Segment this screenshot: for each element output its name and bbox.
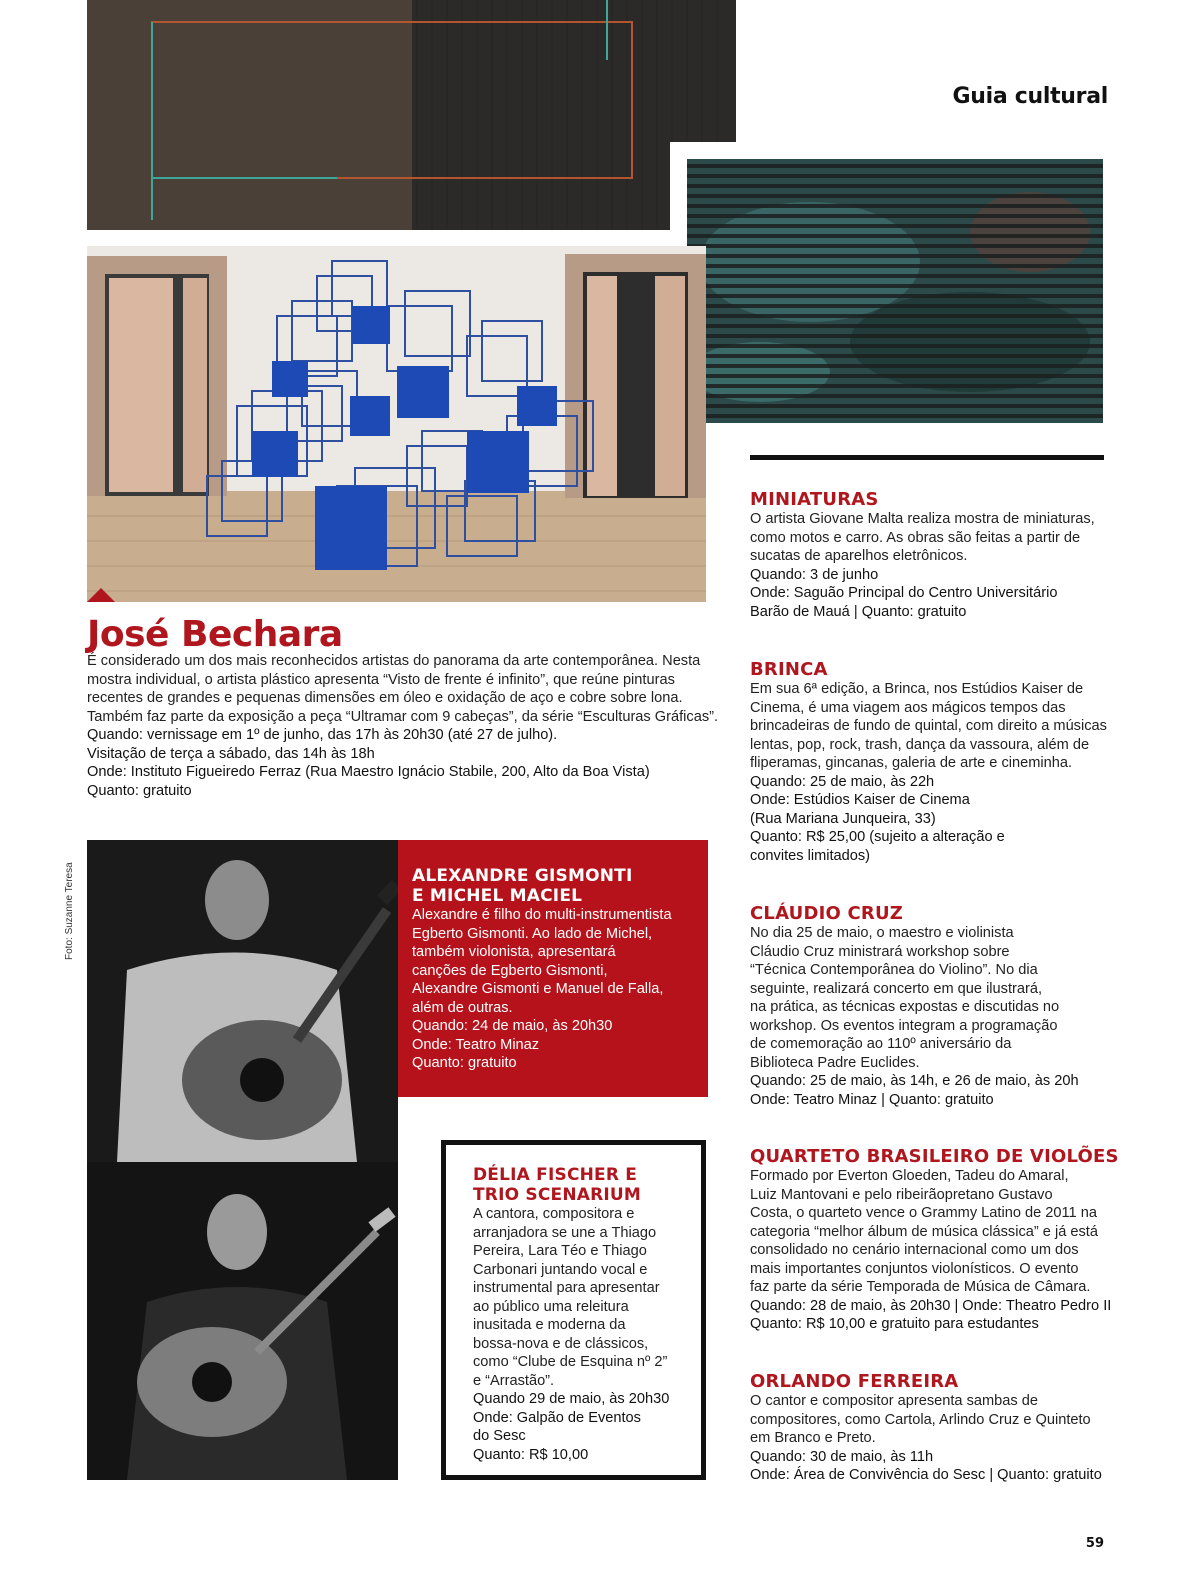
delia-line: e “Arrastão”. [473,1372,555,1389]
gismonti-line: além de outras. [412,999,513,1016]
gismonti-price: Quanto: gratuito [412,1055,517,1071]
brinca-body [750,680,1110,865]
brinca-line: Cinema, é uma viagem aos mágicos tempos das [750,699,1066,716]
quarteto-line: Formado por Everton Gloeden, Tadeu do Amaral, [750,1168,1069,1184]
miniaturas-body [750,510,1110,621]
orlando-info: Quando: 30 de maio, às 11h [750,1448,934,1465]
orlando-line: O cantor e compositor apresenta sambas de [750,1393,1038,1409]
gismonti-line: também violonista, apresentará [412,944,616,960]
photo-credit [64,840,82,960]
orlando-heading: ORLANDO FERREIRA [750,1371,959,1392]
delia-line: arranjadora se une a Thiago [473,1224,657,1241]
quarteto-line: consolidado no cenário internacional como um dos [750,1242,1079,1258]
photo-credit-text: Foto: Suzanne Teresa [64,862,75,960]
brinca-info: Onde: Estúdios Kaiser de Cinema [750,792,970,808]
orlando-body [750,1392,1110,1485]
bechara-line: mostra individual, o artista plástico apresenta “Visto de frente é infinito”, que reúne pinturas [87,671,675,688]
gismonti-line: Alexandre é filho do multi-instrumentista [412,907,672,923]
delia-outline-box [441,1140,706,1480]
delia-body [473,1205,703,1464]
page-number: 59 [1085,1536,1104,1551]
quarteto-info: Quanto: R$ 10,00 e gratuito para estudantes [750,1316,1039,1332]
delia-line: Carbonari juntando vocal e [473,1261,648,1278]
miniaturas-where: Barão de Mauá | Quanto: gratuito [750,603,967,620]
brinca-line: fliperamas, gincanas, galeria de arte e cineminha. [750,755,1073,771]
orlando-info: Onde: Área de Convivência do Sesc | Quanto: gratuito [750,1467,1102,1483]
gismonti-body [412,906,704,1073]
claudio-line: Biblioteca Padre Euclides. [750,1054,920,1071]
claudio-line: na prática, as técnicas expostas e discutidas no [750,999,1060,1015]
delia-line: como “Clube de Esquina nº 2” [473,1354,668,1370]
bechara-body [87,652,717,800]
brinca-line: brincadeiras de fundo de quintal, com direito a músicas [750,718,1107,734]
bechara-line: É considerado um dos mais reconhecidos artistas do panorama da arte contemporânea. Nesta [87,653,701,669]
bechara-line: recentes de grandes e pequenas dimensões em óleo e oxidação de aço e cobre sobre lona. [87,690,683,706]
delia-line: ao público uma releitura [473,1298,629,1315]
claudio-line: No dia 25 de maio, o maestro e violinista [750,925,1014,941]
miniaturas-line: sucatas de aparelhos eletrônicos. [750,548,968,564]
guitarist-photo-delia [87,1162,398,1480]
bechara-visit: Visitação de terça a sábado, das 14h às 18h [87,745,375,762]
claudio-line: Cláudio Cruz ministrará workshop sobre [750,943,1010,960]
right-column-rule [750,455,1104,460]
guitarist-photo-gismonti [87,840,398,1162]
miniaturas-line: como motos e carro. As obras são feitas a partir de [750,529,1081,546]
brinca-section [750,659,1110,865]
orlando-section [750,1371,1110,1485]
brinca-info: Quanto: R$ 25,00 (sujeito a alteração e [750,829,1005,845]
miniaturas-section [750,489,1110,621]
brinca-line: Em sua 6ª edição, a Brinca, nos Estúdios Kaiser de [750,681,1084,697]
gismonti-line: Alexandre Gismonti e Manuel de Falla, [412,981,664,997]
gismonti-line: canções de Egberto Gismonti, [412,962,608,979]
bechara-where: Onde: Instituto Figueiredo Ferraz (Rua Maestro Ignácio Stabile, 200, Alto da Boa Vista) [87,764,650,780]
brinca-info: convites limitados) [750,847,871,864]
quarteto-section [750,1146,1119,1334]
claudio-body [750,924,1110,1109]
quarteto-line: Costa, o quarteto vence o Grammy Latino de 2011 na [750,1205,1097,1221]
delia-price: Quanto: R$ 10,00 [473,1446,589,1463]
gismonti-heading-line: ALEXANDRE GISMONTI [412,866,633,886]
bechara-when: Quando: vernissage em 1º de junho, das 17h às 20h30 (até 27 de julho). [87,727,558,743]
brinca-heading: BRINCA [750,659,828,680]
striped-painting-image [670,142,1120,438]
claudio-line: seguinte, realizará concerto em que ilustrará, [750,980,1043,997]
claudio-info: Onde: Teatro Minaz | Quanto: gratuito [750,1091,994,1108]
claudio-line: workshop. Os eventos integram a programação [750,1017,1058,1034]
red-triangle-marker [87,588,115,602]
gallery-cubes-photo [87,246,706,602]
claudio-section [750,903,1110,1109]
quarteto-line: categoria “melhor álbum de música clássica” e já está [750,1223,1098,1240]
gismonti-when: Quando: 24 de maio, às 20h30 [412,1018,613,1034]
bechara-heading: José Bechara [87,614,343,655]
gismonti-line: Egberto Gismonti. Ao lado de Michel, [412,925,653,942]
quarteto-heading: QUARTETO BRASILEIRO DE VIOLÕES [750,1146,1119,1167]
claudio-line: de comemoração ao 110º aniversário da [750,1036,1012,1052]
miniaturas-line: O artista Giovane Malta realiza mostra de miniaturas, [750,511,1095,527]
delia-line: inusitada e moderna da [473,1317,626,1333]
quarteto-line: mais importantes conjuntos violonísticos. O evento [750,1260,1079,1277]
delia-line: instrumental para apresentar [473,1280,660,1296]
delia-heading-line: TRIO SCENARIUM [473,1185,642,1205]
miniaturas-when: Quando: 3 de junho [750,566,879,583]
orlando-line: compositores, como Cartola, Arlindo Cruz e Quinteto [750,1411,1091,1428]
gismonti-red-box [398,840,708,1097]
delia-line: A cantora, compositora e [473,1206,635,1222]
delia-when: Quando 29 de maio, às 20h30 [473,1391,670,1407]
quarteto-body [750,1167,1110,1334]
claudio-line: “Técnica Contemporânea do Violino”. No dia [750,962,1038,978]
brinca-info: Quando: 25 de maio, às 22h [750,773,935,790]
delia-heading [473,1165,703,1205]
delia-line: bossa-nova e de clássicos, [473,1335,649,1352]
quarteto-info: Quando: 28 de maio, às 20h30 | Onde: Theatro Pedro II [750,1297,1112,1314]
gismonti-heading [412,866,702,906]
gismonti-heading-line: E MICHEL MACIEL [412,886,583,906]
delia-heading-line: DÉLIA FISCHER E [473,1165,638,1185]
miniaturas-where: Onde: Saguão Principal do Centro Universitário [750,585,1058,601]
bechara-line: Também faz parte da exposição a peça “Ultramar com 9 cabeças”, da série “Esculturas Gráficas”. [87,708,719,725]
claudio-info: Quando: 25 de maio, às 14h, e 26 de maio, às 20h [750,1073,1079,1089]
gismonti-where: Onde: Teatro Minaz [412,1036,540,1053]
delia-line: Pereira, Lara Téo e Thiago [473,1243,647,1259]
orlando-line: em Branco e Preto. [750,1430,876,1446]
section-header-title: Guia cultural [952,84,1108,109]
claudio-heading: CLÁUDIO CRUZ [750,903,904,924]
brinca-line: lentas, pop, rock, trash, dança da vassoura, além de [750,736,1090,753]
delia-where: do Sesc [473,1428,526,1444]
brinca-info: (Rua Mariana Junqueira, 33) [750,810,936,827]
quarteto-line: Luiz Mantovani e pelo ribeirãopretano Gustavo [750,1186,1053,1203]
painting-dark-image [87,0,736,230]
bechara-price: Quanto: gratuito [87,782,192,799]
delia-where: Onde: Galpão de Eventos [473,1409,641,1426]
miniaturas-heading: MINIATURAS [750,489,879,510]
quarteto-line: faz parte da série Temporada de Música de Câmara. [750,1279,1091,1295]
